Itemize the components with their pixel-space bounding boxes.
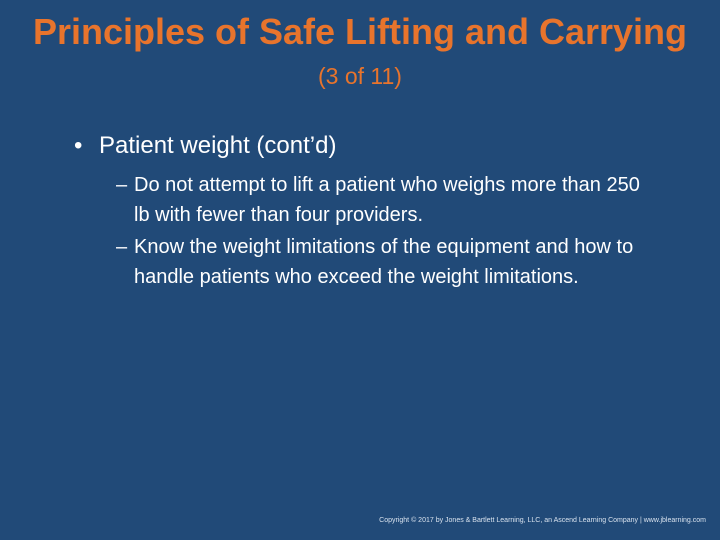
slide-title-suffix: (3 of 11) — [318, 63, 402, 89]
sub-bullet-item — [116, 232, 656, 292]
slide-title-main: Principles of Safe Lifting and Carrying — [32, 11, 688, 52]
sub-bullet-marker: – — [116, 236, 128, 258]
sub-bullet-marker: – — [116, 174, 128, 196]
sub-bullet-text: Do not attempt to lift a patient who weighs more than 250 lb with fewer than four providers. — [134, 174, 640, 226]
sub-bullet-text: Know the weight limitations of the equipment and how to handle patients who exceed the weight limitations. — [134, 236, 634, 288]
sub-bullet-item — [116, 170, 656, 230]
bullet-text: Patient weight (cont’d) — [99, 132, 337, 159]
bullet-marker: • — [74, 132, 83, 159]
copyright-footer: Copyright © 2017 by Jones & Bartlett Learning, LLC, an Ascend Learning Company | www.jblearning.com — [379, 517, 706, 524]
